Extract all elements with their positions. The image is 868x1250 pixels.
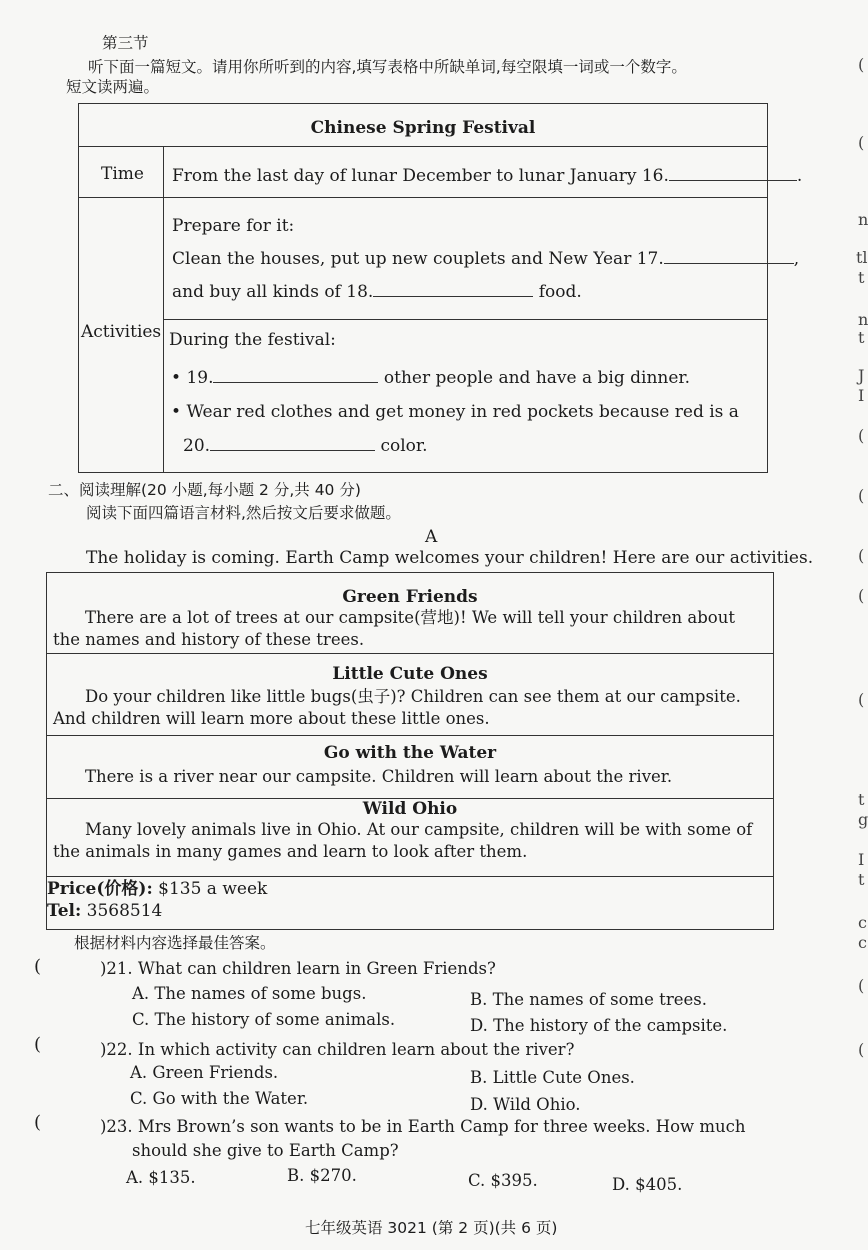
part2-instruction: 阅读下面四篇语言材料,然后按文后要求做题。 bbox=[86, 504, 401, 522]
question-22-option-d: D. Wild Ohio. bbox=[470, 1095, 581, 1114]
tel-value: 3568514 bbox=[86, 901, 163, 921]
bullet-line-1 bbox=[171, 368, 690, 388]
activity-title-green-friends: Green Friends bbox=[342, 587, 478, 607]
edge-fragment: n bbox=[858, 210, 868, 229]
answer-paren-23[interactable]: ( bbox=[34, 1112, 42, 1133]
activity-text-little-cute-ones: Do your children like little bugs(虫子)? Children can see them at our campsite. And children will learn more about these little ones. bbox=[53, 687, 741, 728]
edge-fragment: ( bbox=[858, 976, 865, 995]
question-23-stem-cont: should she give to Earth Camp? bbox=[132, 1141, 399, 1160]
edge-fragment: I bbox=[858, 850, 865, 869]
edge-fragment: ( bbox=[858, 690, 865, 709]
edge-fragment: c bbox=[858, 933, 867, 952]
question-23-stem: )23. Mrs Brown’s son wants to be in Earth Camp for three weeks. How much bbox=[100, 1117, 746, 1136]
question-23-option-c: C. $395. bbox=[468, 1171, 538, 1190]
edge-fragment: ( bbox=[858, 486, 865, 505]
bullet2-num: 20. bbox=[183, 436, 211, 456]
question-23-option-a: A. $135. bbox=[126, 1168, 196, 1187]
edge-fragment: ( bbox=[858, 55, 865, 74]
edge-fragment: I bbox=[858, 386, 865, 405]
price-label: Price(价格): bbox=[47, 879, 153, 899]
edge-fragment: J bbox=[858, 366, 865, 385]
time-row bbox=[172, 166, 802, 186]
bullet-icon: • bbox=[171, 368, 182, 388]
activity-text-green-friends: There are a lot of trees at our campsite(营地)! We will tell your children about the names and history of these trees. bbox=[53, 608, 735, 649]
question-22-option-b: B. Little Cute Ones. bbox=[470, 1068, 635, 1087]
listening-table bbox=[78, 103, 803, 473]
bullet2-color: color. bbox=[380, 436, 428, 456]
prepare-text-b: food. bbox=[538, 282, 582, 302]
edge-fragment: n bbox=[858, 310, 868, 329]
edge-fragment: t bbox=[858, 870, 865, 889]
passage-letter: A bbox=[425, 527, 438, 547]
bullet-line-2-cont bbox=[183, 436, 428, 456]
question-21-option-a: A. The names of some bugs. bbox=[132, 984, 367, 1003]
question-21-stem: )21. What can children learn in Green Friends? bbox=[100, 959, 496, 978]
time-label: Time bbox=[101, 164, 144, 184]
edge-fragment: tl bbox=[856, 248, 868, 267]
section-instruction: 听下面一篇短文。请用你所听到的内容,填写表格中所缺单词,每空限填一词或一个数字。 bbox=[88, 58, 687, 76]
time-text: From the last day of lunar December to lunar January 16. bbox=[172, 166, 669, 186]
answer-blank-17[interactable] bbox=[664, 249, 794, 264]
question-21-option-d: D. The history of the campsite. bbox=[470, 1016, 728, 1035]
bullet-icon: • bbox=[171, 402, 182, 422]
bullet1-text: other people and have a big dinner. bbox=[383, 368, 691, 388]
section-instruction-cont: 短文读两遍。 bbox=[66, 78, 160, 96]
table-title: Chinese Spring Festival bbox=[310, 118, 536, 138]
activity-title-little-cute-ones: Little Cute Ones bbox=[332, 664, 488, 684]
edge-fragment: t bbox=[858, 268, 865, 287]
price-row bbox=[47, 879, 267, 899]
edge-fragment: t bbox=[858, 790, 865, 809]
prepare-line-1 bbox=[172, 249, 799, 269]
camp-activities-table bbox=[46, 572, 774, 930]
edge-fragment: g bbox=[858, 810, 868, 829]
comma: , bbox=[793, 249, 800, 269]
tel-label: Tel: bbox=[47, 901, 82, 921]
activities-label: Activities bbox=[81, 322, 162, 342]
edge-fragment: t bbox=[858, 328, 865, 347]
answer-paren-22[interactable]: ( bbox=[34, 1034, 42, 1055]
bullet-line-2 bbox=[171, 402, 739, 422]
prepare-text-a: and buy all kinds of 18. bbox=[172, 282, 374, 302]
price-value: $135 a week bbox=[158, 879, 268, 899]
activity-title-wild-ohio: Wild Ohio bbox=[362, 799, 458, 819]
period: . bbox=[796, 166, 803, 186]
answer-blank-19[interactable] bbox=[213, 368, 378, 383]
question-21-option-b: B. The names of some trees. bbox=[470, 990, 707, 1009]
answer-paren-21[interactable]: ( bbox=[34, 956, 42, 977]
edge-fragment: ( bbox=[858, 1040, 865, 1059]
question-21-option-c: C. The history of some animals. bbox=[132, 1010, 396, 1029]
activity-title-go-with-water: Go with the Water bbox=[323, 743, 497, 763]
question-22-option-a: A. Green Friends. bbox=[130, 1063, 279, 1082]
answer-blank-16[interactable] bbox=[669, 166, 797, 181]
prepare-heading: Prepare for it: bbox=[172, 216, 295, 236]
part2-heading: 二、阅读理解(20 小题,每小题 2 分,共 40 分) bbox=[48, 481, 361, 499]
bullet1-num: 19. bbox=[186, 368, 214, 388]
during-heading: During the festival: bbox=[169, 330, 336, 350]
edge-fragment: ( bbox=[858, 133, 865, 152]
answer-blank-20[interactable] bbox=[210, 436, 375, 451]
edge-fragment: ( bbox=[858, 546, 865, 565]
tel-row bbox=[47, 901, 162, 921]
question-23-option-d: D. $405. bbox=[612, 1175, 683, 1194]
answer-blank-18[interactable] bbox=[373, 282, 533, 297]
question-22-option-c: C. Go with the Water. bbox=[130, 1089, 309, 1108]
bullet2-text: Wear red clothes and get money in red pockets because red is a bbox=[186, 402, 739, 422]
question-22-stem: )22. In which activity can children learn about the river? bbox=[100, 1040, 575, 1059]
prepare-line-2 bbox=[172, 282, 582, 302]
questions-instruction: 根据材料内容选择最佳答案。 bbox=[74, 934, 276, 952]
edge-fragment: ( bbox=[858, 426, 865, 445]
activity-text-go-with-water: There is a river near our campsite. Children will learn about the river. bbox=[85, 767, 673, 786]
section-heading: 第三节 bbox=[102, 34, 149, 52]
page-footer: 七年级英语 3021 (第 2 页)(共 6 页) bbox=[305, 1219, 558, 1237]
activity-text-wild-ohio: Many lovely animals live in Ohio. At our campsite, children will be with some of the animals in many games and learn to look after them. bbox=[53, 820, 753, 861]
edge-fragment: c bbox=[858, 913, 867, 932]
edge-fragment: ( bbox=[858, 586, 865, 605]
prepare-text: Clean the houses, put up new couplets and New Year 17. bbox=[172, 249, 664, 269]
passage-intro: The holiday is coming. Earth Camp welcomes your children! Here are our activities. bbox=[86, 548, 814, 568]
question-23-option-b: B. $270. bbox=[287, 1166, 357, 1185]
